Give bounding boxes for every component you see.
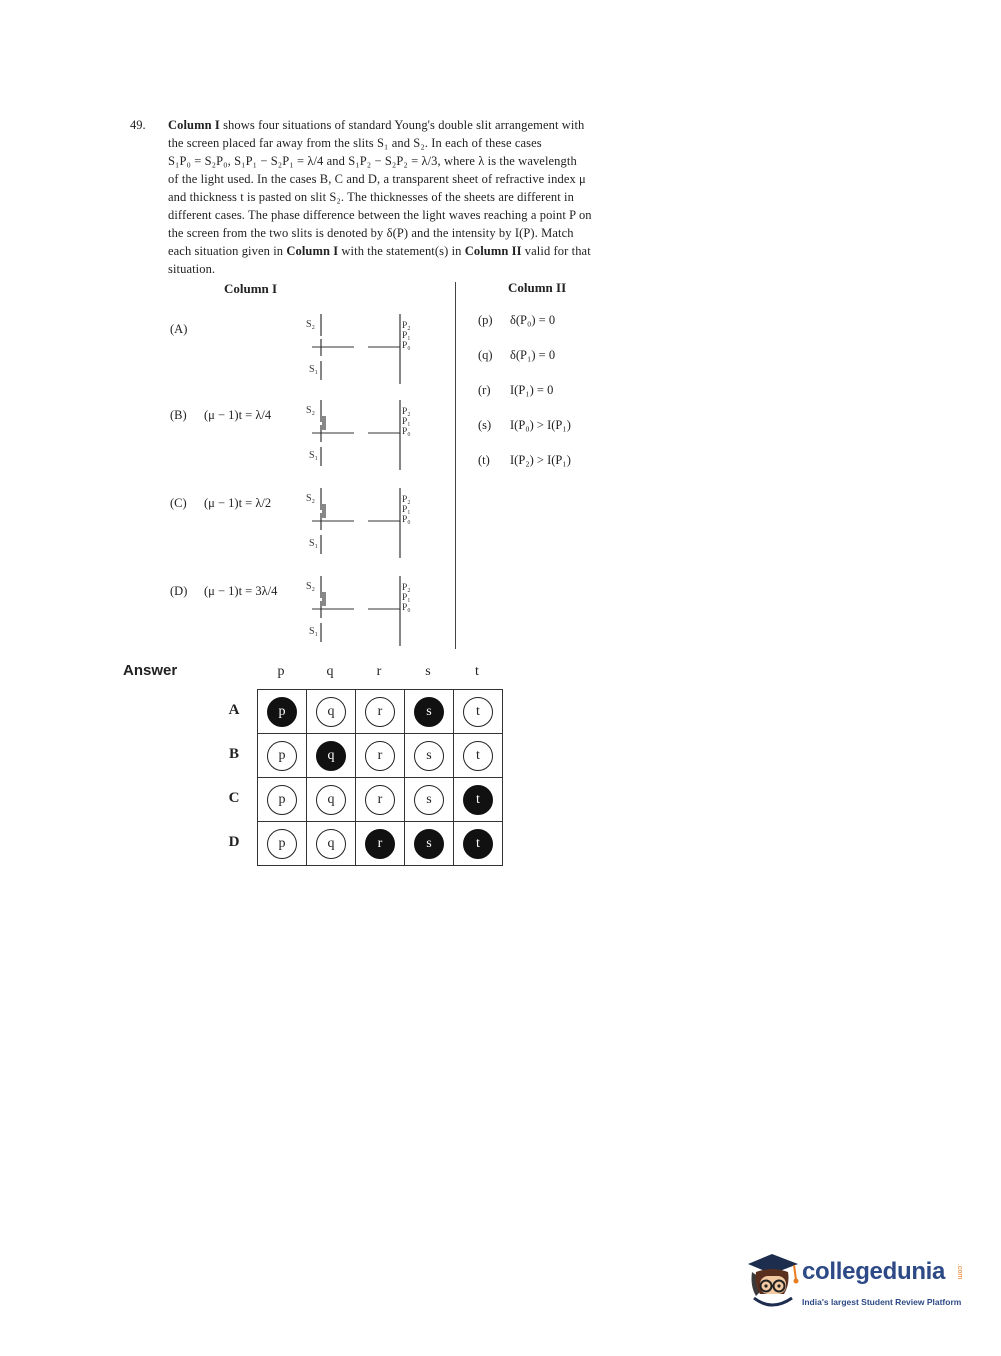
column-2-statement: δ(P₀) = 0 [510,313,556,327]
slit-label-s1: S₁ [309,450,319,461]
answer-bubble-empty: t [463,697,493,727]
logo-wordmark: collegedunia [802,1258,946,1285]
answer-bubble-empty: p [267,741,297,771]
answer-row [258,734,503,778]
question-line [168,134,688,152]
answer-column-header: s [425,664,431,679]
transparent-sheet [322,416,326,430]
answer-cell [356,734,405,778]
answer-cell [258,690,307,734]
answer-cell [405,822,454,866]
answer-bubble-empty: q [316,697,346,727]
answer-bubble-filled: r [365,829,395,859]
answer-bubble-filled: t [463,829,493,859]
answer-row [258,822,503,866]
answer-bubble-filled: s [414,697,444,727]
case-condition: (μ − 1)t = λ/2 [204,496,272,510]
column-2-letter: (r) [478,383,491,397]
case-label: (D) [170,584,188,598]
answer-bubble-empty: q [316,785,346,815]
column-2-statement: δ(P₁) = 0 [510,348,556,362]
young-double-slit-diagram [304,312,424,384]
case-label: (B) [170,408,187,422]
column-2-statement: I(P₀) > I(P₁) [510,418,571,432]
answer-label: Answer [123,662,178,679]
answer-bubble-empty: s [414,741,444,771]
screen-point-label: P₀ [402,515,411,525]
question-line-text: shows four situations of standard Young's double slit arrangement with [219,118,585,132]
answer-row [258,690,503,734]
answer-cell [307,734,356,778]
answer-cell [356,778,405,822]
case-condition: (μ − 1)t = 3λ/4 [204,584,278,598]
answer-column-header: p [277,664,285,679]
logo-suffix: .com [956,1264,963,1280]
question-line [168,152,688,170]
answer-cell [356,822,405,866]
slit-label-s2: S₂ [306,319,316,330]
answer-bubble-filled: p [267,697,297,727]
column-2-letter: (t) [478,453,490,467]
column-2-statement: I(P₂) > I(P₁) [510,453,571,467]
answer-bubble-empty: t [463,741,493,771]
screen-point-label: P₂ [402,407,411,417]
answer-cell [307,690,356,734]
screen-point-label: P₂ [402,583,411,593]
answer-bubble-empty: p [267,785,297,815]
screen-point-label: P₂ [402,495,411,505]
screen-point-label: P₀ [402,603,411,613]
column-2-letter: (p) [478,313,493,327]
question-line [168,260,688,278]
question-line [168,242,688,260]
answer-bubble-empty: s [414,785,444,815]
question-emphasis: Column II [464,244,522,258]
question-number: 49. [130,118,146,132]
answer-cell [307,822,356,866]
answer-cell [454,822,503,866]
answer-bubble-empty: r [365,785,395,815]
question-line [168,116,688,134]
screen-point-label: P₂ [402,321,411,331]
slit-label-s2: S₂ [306,581,316,592]
column-1-heading: Column I [224,281,278,296]
slit-label-s2: S₂ [306,493,316,504]
answer-cell [307,778,356,822]
answer-row-label: A [228,702,240,718]
answer-cell [454,690,503,734]
young-double-slit-diagram [304,398,424,470]
answer-cell [405,734,454,778]
answer-cell [454,734,503,778]
screen-point-label: P₀ [402,427,411,437]
column-2-letter: (s) [478,418,492,432]
question-line-text: of the light used. In the cases B, C and D, a transparent sheet of refractive index μ [168,172,586,186]
question-line [168,170,688,188]
question-line [168,188,688,206]
collegedunia-logo [742,1250,972,1320]
screen-point-label: P₀ [402,341,411,351]
young-double-slit-diagram [304,574,424,646]
column-divider [455,282,456,649]
mascot-icon [742,1250,804,1320]
case-label: (C) [170,496,187,510]
column-2-statement: I(P₁) = 0 [510,383,554,397]
answer-bubble-empty: q [316,829,346,859]
logo-tagline: India's largest Student Review Platform [802,1297,962,1307]
question-line-text: different cases. The phase difference between the light waves reaching a point P on [168,208,592,222]
answer-cell [356,690,405,734]
question-line-text: the screen from the two slits is denoted by δ(P) and the intensity by I(P). Match [168,226,574,240]
answer-row [258,778,503,822]
answer-cell [258,822,307,866]
answer-row-label: B [228,746,239,762]
answer-column-header: t [475,664,479,679]
screen-point-label: P₁ [402,505,411,515]
screen-point-label: P₁ [402,593,411,603]
case-condition: (μ − 1)t = λ/4 [204,408,272,422]
slit-label-s1: S₁ [309,626,319,637]
question-emphasis: Column I [286,244,339,258]
answer-grid [257,689,503,866]
answer-bubble-empty: p [267,829,297,859]
answer-cell [258,734,307,778]
question-text [168,116,688,278]
question-line-text: and thickness t is pasted on slit S₂. The thicknesses of the sheets are different in [168,190,574,204]
column-2-letter: (q) [478,348,493,362]
column-2-heading: Column II [508,280,567,295]
answer-cell [454,778,503,822]
answer-cell [258,778,307,822]
answer-cell [405,690,454,734]
question-line-text: the screen placed far away from the slits S₁ and S₂. In each of these cases [168,136,542,150]
answer-bubble-filled: q [316,741,346,771]
answer-column-header: r [376,664,382,679]
slit-label-s2: S₂ [306,405,316,416]
answer-bubble-filled: s [414,829,444,859]
slit-label-s1: S₁ [309,538,319,549]
answer-row-label: D [228,834,240,850]
question-line [168,206,688,224]
answer-bubble-empty: r [365,741,395,771]
transparent-sheet [322,592,326,606]
slit-label-s1: S₁ [309,364,319,375]
answer-bubble-empty: r [365,697,395,727]
answer-row-label: C [228,790,240,806]
answer-column-header: q [326,664,334,679]
question-line [168,224,688,242]
question-emphasis: Column I [168,118,220,132]
case-label: (A) [170,322,188,336]
question-line-text: S₁P₀ = S₂P₀, S₁P₁ − S₂P₁ = λ/4 and S₁P₂ − S₂P₂ = λ/3, where λ is the wavelength [168,154,577,168]
answer-cell [405,778,454,822]
answer-bubble-filled: t [463,785,493,815]
transparent-sheet [322,504,326,518]
screen-point-label: P₁ [402,331,411,341]
screen-point-label: P₁ [402,417,411,427]
question-line-text: situation. [168,262,216,276]
young-double-slit-diagram [304,486,424,558]
question-line-text: each situation given in Column I with the statement(s) in Column II valid for that [168,244,591,258]
